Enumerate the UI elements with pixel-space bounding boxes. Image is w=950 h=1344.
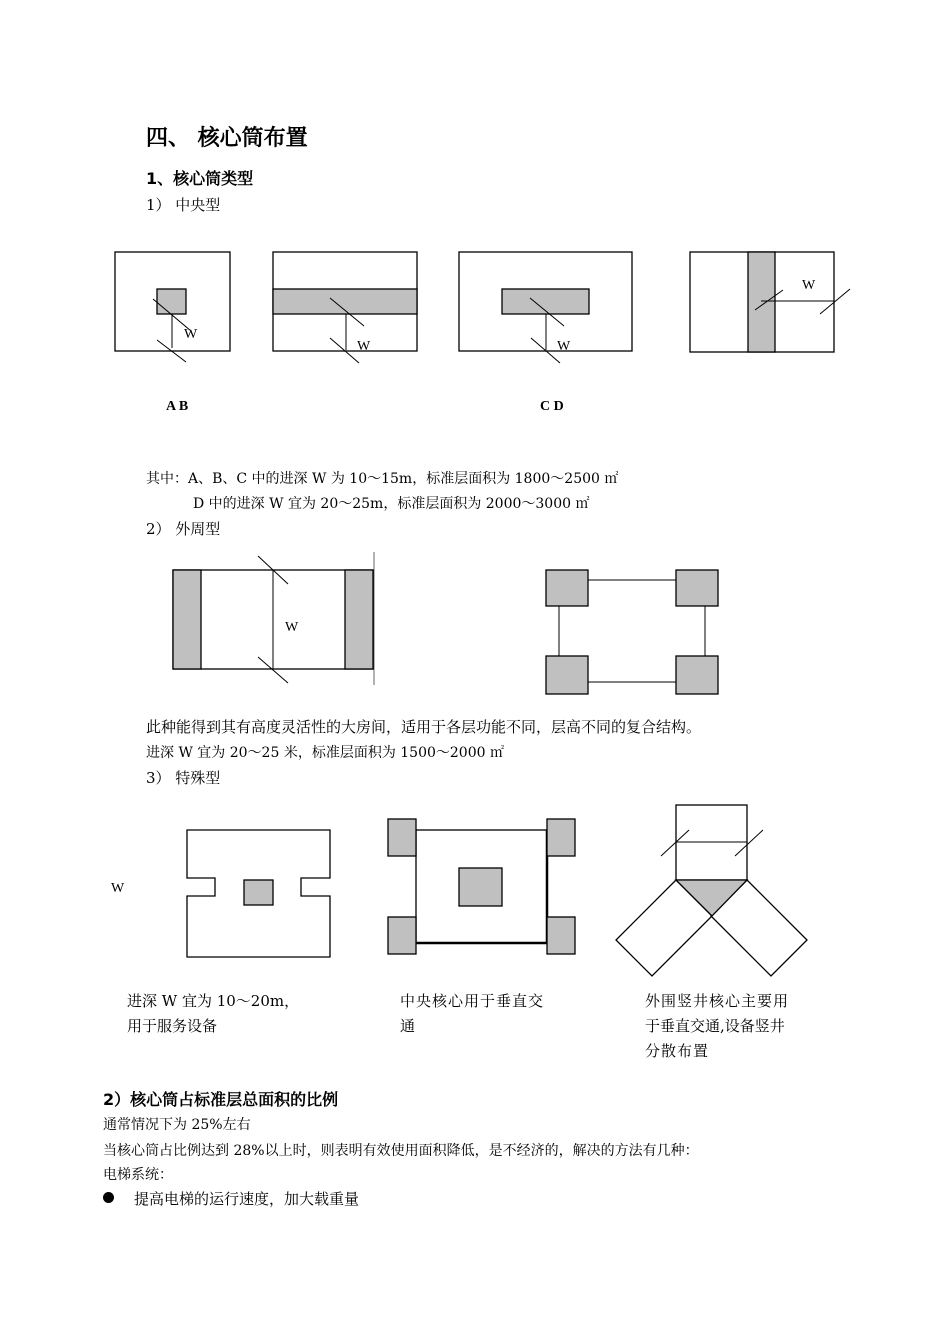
group-label-cd: C D — [540, 399, 564, 414]
group-label-ab: A B — [166, 399, 189, 414]
section-title: 四、 核心筒布置 — [146, 126, 308, 151]
bullet-icon — [103, 1192, 114, 1203]
w-label: W — [557, 339, 571, 354]
ratio-line2: 当核心筒占比例达到 28%以上时，则表明有效使用面积降低，是不经济的，解决的方法有几种： — [103, 1143, 699, 1159]
w-label: W — [357, 339, 371, 354]
diagram-i-shape — [187, 830, 330, 957]
ratio-line3: 电梯系统： — [103, 1167, 173, 1183]
central-note-line1: 其中：A、B、C 中的进深 W 为 10～15m，标准层面积为 1800～2500 ㎡ — [146, 471, 619, 487]
w-label: W — [802, 278, 816, 293]
peripheral-desc-line1: 此种能得到其有高度灵活性的大房间，适用于各层功能不同，层高不同的复合结构。 — [146, 718, 702, 736]
peripheral-type-label: 2） 外周型 — [146, 520, 221, 538]
special-caption-2-line1: 中央核心用于垂直交 — [400, 992, 545, 1010]
central-type-label: 1） 中央型 — [146, 196, 221, 214]
w-label: W — [285, 620, 299, 635]
w-label: W — [111, 881, 125, 896]
special-caption-1-line1: 进深 W 宜为 10～20m， — [127, 992, 300, 1010]
special-caption-3-line2: 于垂直交通,设备竖井 — [645, 1017, 785, 1035]
special-caption-2-line2: 通 — [400, 1017, 416, 1035]
special-caption-3-line3: 分散布置 — [645, 1042, 710, 1060]
subsection-heading-ratio: 2）核心筒占标准层总面积的比例 — [103, 1090, 339, 1109]
subsection-heading-types: 1、核心筒类型 — [146, 169, 254, 188]
ratio-line1: 通常情况下为 25%左右 — [103, 1117, 251, 1133]
bullet-item-1: 提高电梯的运行速度，加大载重量 — [134, 1190, 360, 1208]
diagram-corner-cores — [388, 819, 575, 954]
diagram-y-shape — [616, 805, 807, 976]
central-note-line2: D 中的进深 W 宜为 20～25m，标准层面积为 2000～3000 ㎡ — [193, 496, 590, 512]
peripheral-desc-line2: 进深 W 宜为 20～25 米，标准层面积为 1500～2000 ㎡ — [146, 745, 504, 761]
special-caption-1-line2: 用于服务设备 — [127, 1017, 218, 1035]
w-label: W — [184, 327, 198, 342]
special-caption-3-line1: 外围竖井核心主要用 — [645, 992, 790, 1010]
special-type-label: 3） 特殊型 — [146, 769, 221, 787]
